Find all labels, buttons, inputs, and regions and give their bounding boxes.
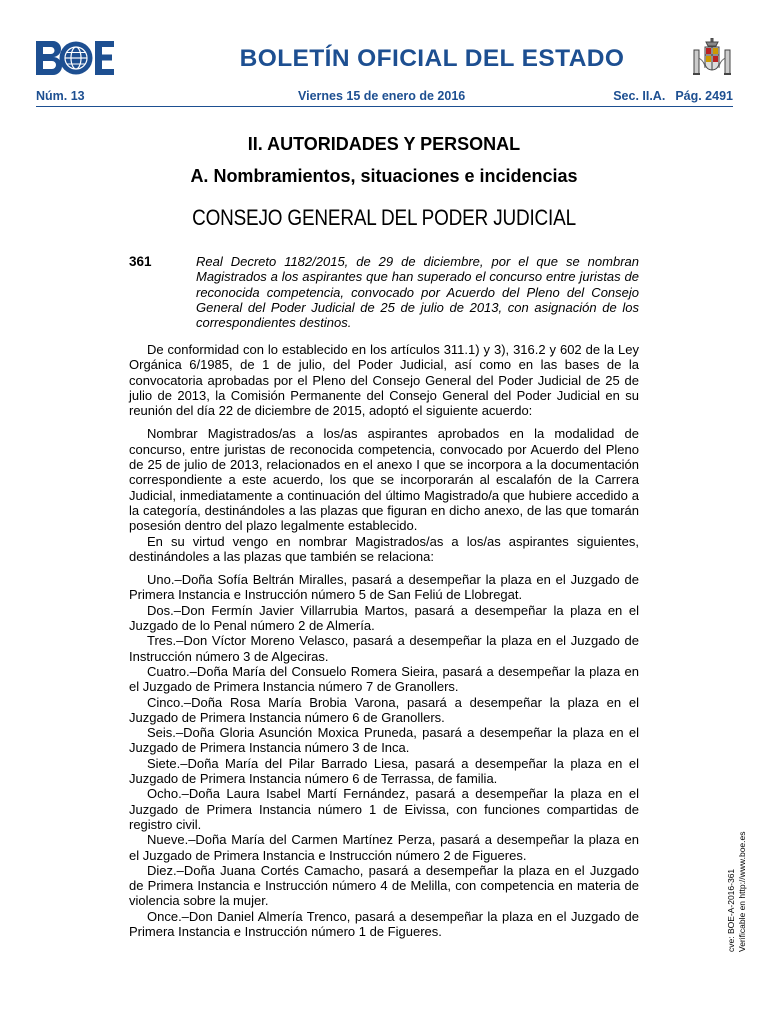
issue-number: Núm. 13 [36,89,85,103]
coat-of-arms-icon [691,38,733,82]
section-page [613,89,733,103]
boe-logo-icon [36,41,114,75]
appointment-item: Tres.–Don Víctor Moreno Velasco, pasará a desempeñar la plaza en el Juzgado de Instrucción número 3 de Algeciras. [129,633,639,664]
appointment-item: Ocho.–Doña Laura Isabel Martí Fernández, pasará a desempeñar la plaza en el Juzgado de Primera Instancia número 1 de Eivissa, con funciones compartidas de registro civil. [129,786,639,832]
boe-logo [36,41,114,75]
coat-of-arms [691,38,733,87]
appointment-item: Diez.–Doña Juana Cortés Camacho, pasará a desempeñar la plaza en el Juzgado de Primera Instancia e Instrucción número 4 de Melilla, con competencia en materia de violencia sobre la mujer. [129,862,639,909]
appointment-item: Cuatro.–Doña María del Consuelo Romera Sieira, pasará a desempeñar la plaza en el Juzgado de Primera Instancia número 7 de Granollers. [129,663,639,695]
page-number: Pág. 2491 [675,89,733,103]
section-label: Sec. II.A. [613,89,666,103]
appointment-item: Uno.–Doña Sofía Beltrán Miralles, pasará a desempeñar la plaza en el Juzgado de Primera Instancia e Instrucción número 5 de San Feliú de Llobregat. [129,572,639,603]
appointment-item: Seis.–Doña Gloria Asunción Moxica Pruneda, pasará a desempeñar la plaza en el Juzgado de Primera Instancia número 3 de Inca. [129,725,639,756]
paragraph: En su virtud vengo en nombrar Magistrados/as a los/as aspirantes siguientes, destinándoles a las plazas que también se relaciona: [129,533,639,564]
verification-note [726,832,748,953]
paragraph: Nombrar Magistrados/as a los/as aspirantes aprobados en la modalidad de concurso, entre juristas de reconocida competencia, convocado por Acuerdo del Pleno de 25 de julio de 2013, relacionados en el anexo I que se incorpora a la documentación correspondiente a este acuerdo, los que se incorporarán al escalafón de la Carrera Judicial, inmediatamente a continuación del último Magistrado/a que hubiere accedido a la categoría, destinándoles a las plazas que figuran en dicho anexo, de las que tomarán posesión dentro del plazo legalmente establecido. [129,426,639,534]
item-summary: Real Decreto 1182/2015, de 29 de diciembre, por el que se nombran Magistrados a los aspirantes que han superado el concurso entre juristas de reconocida competencia, convocado por Acuerdo del Pleno del Consejo General del Poder Judicial de 25 de julio de 2013, con asignación de los correspondientes destinos. [196,254,639,331]
part-heading: II. AUTORIDADES Y PERSONAL [247,134,521,154]
paragraph: De conformidad con lo establecido en los artículos 311.1) y 3), 316.2 y 602 de la Ley Orgánica 6/1985, de 1 de julio, del Poder Judicial, así como en las bases de la convocatoria aprobadas por el Pleno del Consejo General del Poder Judicial de 25 de julio de 2013, la Comisión Permanente del Consejo General del Poder Judicial en su reunión del día 22 de diciembre de 2015, adoptó el siguiente acuerdo: [129,342,639,419]
appointment-item: Cinco.–Doña Rosa María Brobia Varona, pasará a desempeñar la plaza en el Juzgado de Primera Instancia número 6 de Granollers. [129,694,639,725]
issue-meta-row [36,89,733,105]
appointment-item: Once.–Don Daniel Almería Trenco, pasará a desempeñar la plaza en el Juzgado de Primera Instancia e Instrucción número 1 de Figueres. [129,908,639,939]
item-number: 361 [129,254,152,269]
appointment-item: Dos.–Don Fermín Javier Villarrubia Martos, pasará a desempeñar la plaza en el Juzgado de lo Penal número 2 de Almería. [129,602,639,634]
header-rule [36,106,733,107]
subpart-heading: A. Nombramientos, situaciones e incidencias [190,166,578,186]
document-body [129,342,639,939]
organ-heading: CONSEJO GENERAL DEL PODER JUDICIAL [192,205,576,230]
cve-code: cve: BOE-A-2016-361 [726,868,736,952]
appointment-item: Nueve.–Doña María del Carmen Martínez Perza, pasará a desempeñar la plaza en el Juzgado de Primera Instancia e Instrucción número 2 de Figueres. [129,832,639,863]
page-header [36,38,733,86]
gazette-title: BOLETÍN OFICIAL DEL ESTADO [239,45,625,72]
verification-link[interactable]: Verificable en http://www.boe.es [737,831,747,952]
appointment-item: Siete.–Doña María del Pilar Barrado Liesa, pasará a desempeñar la plaza en el Juzgado de Primera Instancia número 6 de Terrassa, de familia. [129,755,639,787]
issue-date: Viernes 15 de enero de 2016 [298,89,466,103]
